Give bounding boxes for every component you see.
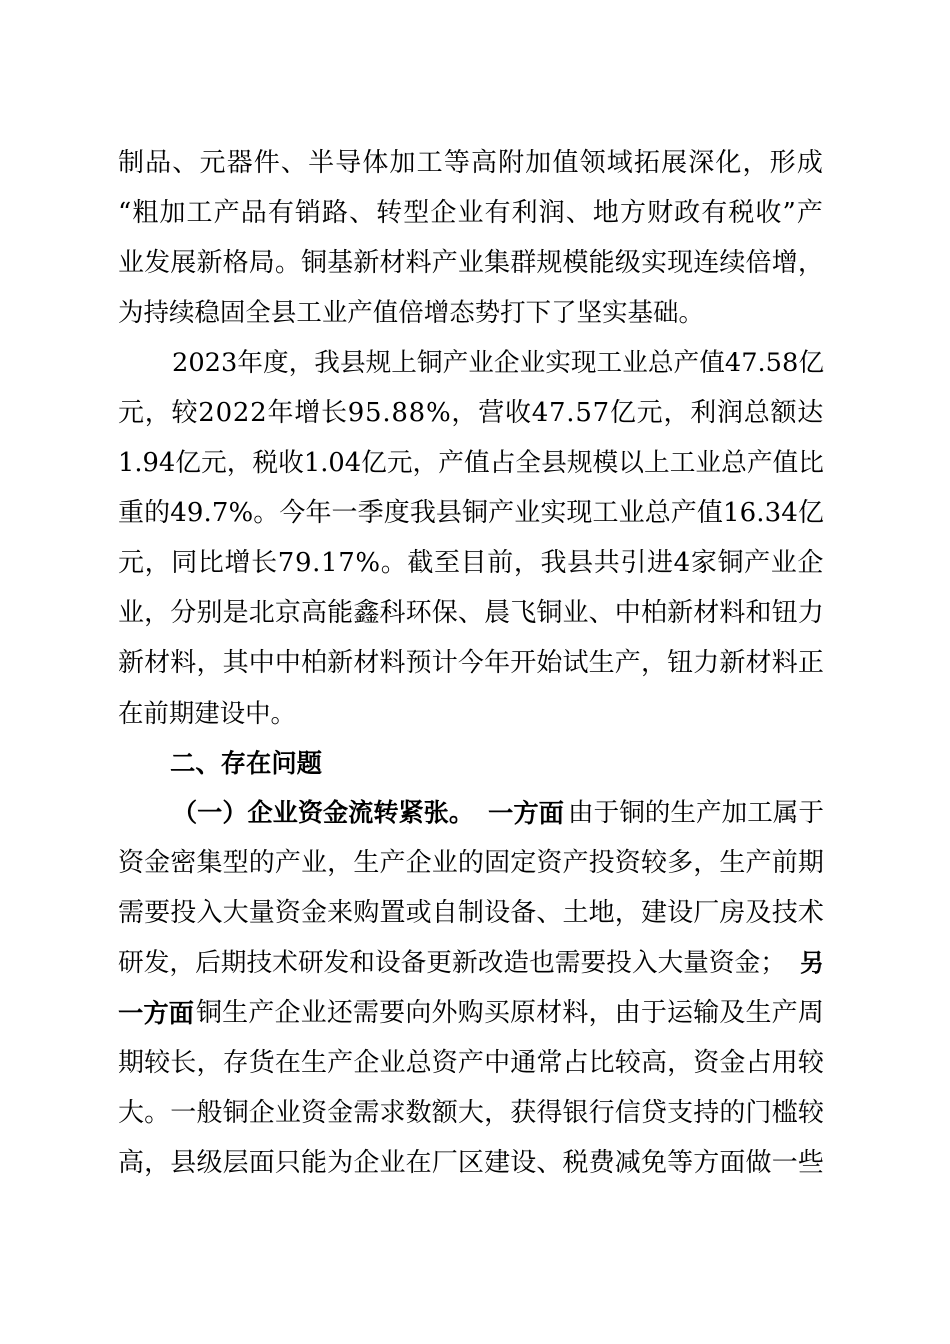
paragraph-text: 由于铜的生产加工属于 <box>568 798 824 828</box>
text-line <box>0 693 950 733</box>
paragraph-text: 铜生产企业还需要向外购买原材料，由于运输及生产周 <box>196 998 824 1028</box>
text-line <box>0 893 950 933</box>
paragraph-text: 1.94亿元，税收1.04亿元，产值占全县规模以上工业总产值比 <box>118 448 824 478</box>
text-line <box>0 493 950 533</box>
paragraph-text: 为持续稳固全县工业产值倍增态势打下了坚实基础。 <box>118 298 704 328</box>
paragraph-text: 需要投入大量资金来购置或自制设备、土地，建设厂房及技术 <box>118 898 824 928</box>
paragraph-text: 重的49.7%。今年一季度我县铜产业实现工业总产值16.34亿 <box>118 498 824 528</box>
emphasis-text: 一方面 <box>118 998 194 1028</box>
text-line <box>0 843 950 883</box>
paragraph-text: 研发，后期技术研发和设备更新改造也需要投入大量资金； <box>118 948 786 978</box>
text-line <box>0 593 950 633</box>
text-line <box>0 193 950 233</box>
text-line <box>0 993 950 1033</box>
text-line <box>0 943 950 983</box>
text-line <box>0 443 950 483</box>
subsection-heading: （一）企业资金流转紧张。 <box>172 798 474 827</box>
paragraph-text: 期较长，存货在生产企业总资产中通常占比较高，资金占用较 <box>118 1048 824 1078</box>
paragraph-text: 业发展新格局。铜基新材料产业集群规模能级实现连续倍增， <box>118 248 824 278</box>
emphasis-text: 一方面 <box>488 798 564 828</box>
text-line <box>0 793 950 833</box>
paragraph-text: 在前期建设中。 <box>118 698 296 728</box>
paragraph-text: 新材料，其中中柏新材料预计今年开始试生产，钮力新材料正 <box>118 648 824 678</box>
text-line <box>0 1093 950 1133</box>
text-line <box>0 1143 950 1183</box>
paragraph-text: 元，较2022年增长95.88%，营收47.57亿元，利润总额达 <box>118 398 824 428</box>
text-line <box>0 293 950 333</box>
text-line <box>0 243 950 283</box>
paragraph-text: 资金密集型的产业，生产企业的固定资产投资较多，生产前期 <box>118 848 824 878</box>
paragraph-text: 业，分别是北京高能鑫科环保、晨飞铜业、中柏新材料和钮力 <box>118 598 824 628</box>
text-line <box>0 343 950 383</box>
text-line <box>0 1043 950 1083</box>
paragraph-text: 制品、元器件、半导体加工等高附加值领域拓展深化，形成 <box>118 148 824 178</box>
paragraph-text: 元，同比增长79.17%。截至目前，我县共引进4家铜产业企 <box>118 548 824 578</box>
text-line <box>0 393 950 433</box>
text-line <box>0 143 950 183</box>
paragraph-text: 高，县级层面只能为企业在厂区建设、税费减免等方面做一些 <box>118 1148 824 1178</box>
section-heading: 二、存在问题 <box>170 748 322 778</box>
text-line <box>0 643 950 683</box>
emphasis-text: 另 <box>800 949 824 977</box>
text-line <box>0 543 950 583</box>
paragraph-text: 大。一般铜企业资金需求数额大，获得银行信贷支持的门槛较 <box>118 1098 824 1128</box>
paragraph-text: “粗加工产品有销路、转型企业有利润、地方财政有税收”产 <box>118 198 824 228</box>
text-line <box>0 743 950 783</box>
paragraph-text: 2023年度，我县规上铜产业企业实现工业总产值47.58亿 <box>172 348 824 378</box>
